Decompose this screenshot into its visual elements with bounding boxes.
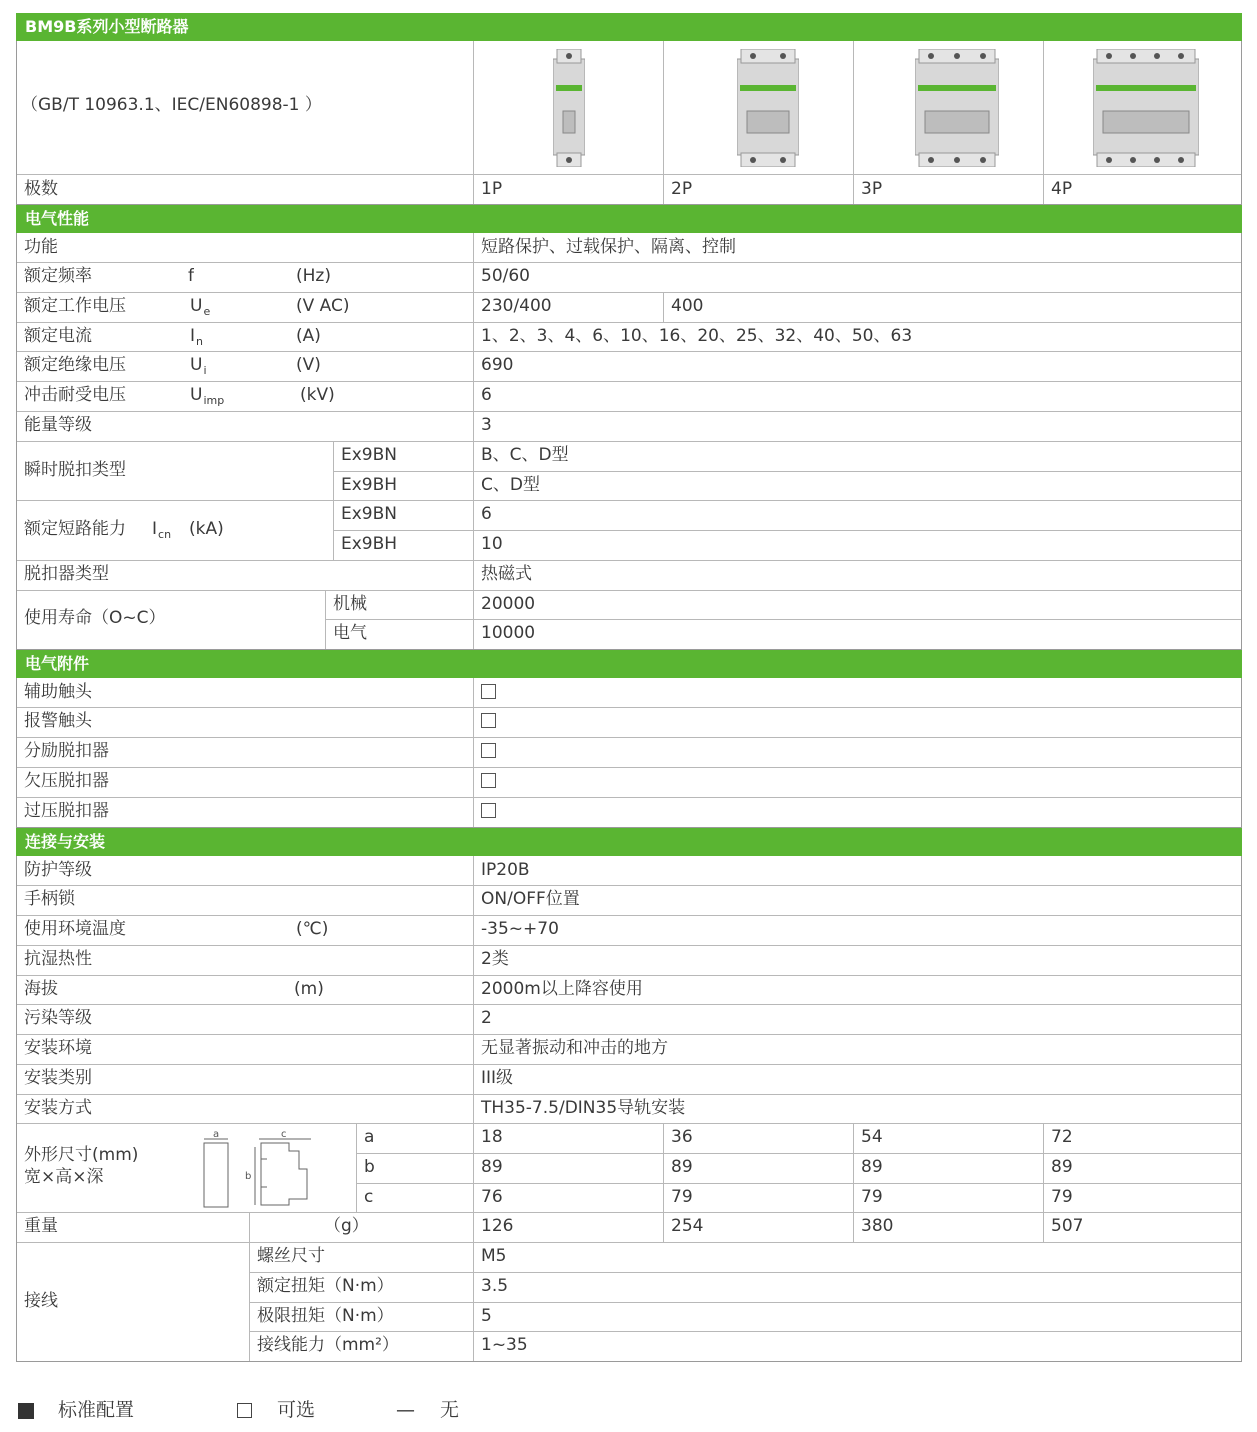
dim-value: 76 <box>481 1187 503 1207</box>
weight-value: 254 <box>671 1216 704 1236</box>
dim-value: 72 <box>1051 1127 1073 1147</box>
header-grid <box>16 41 1242 205</box>
current-symbol: $I_n$ <box>190 326 203 348</box>
breaking-value-1: 6 <box>481 504 492 524</box>
accessory-option <box>474 767 496 796</box>
trip-type-model-1: Ex9BN <box>341 445 397 465</box>
breaker-3p-image <box>915 49 999 167</box>
breaker-4p-image <box>1093 49 1199 167</box>
diagram-label-a: a <box>213 1129 220 1140</box>
weight-label: 重量 <box>24 1216 58 1236</box>
current-label: 额定电流 <box>24 326 92 346</box>
legend-none-symbol: — <box>396 1399 415 1421</box>
dim-value: 89 <box>861 1157 883 1177</box>
life-kind-1: 机械 <box>333 594 367 614</box>
accessory-option <box>474 797 496 826</box>
pole-4p: 4P <box>1051 179 1073 199</box>
lock-label: 手柄锁 <box>24 889 75 909</box>
dim-value: 79 <box>861 1187 883 1207</box>
dim-value: 89 <box>671 1157 693 1177</box>
breaking-model-1: Ex9BN <box>341 504 397 524</box>
pollution-value: 2 <box>481 1008 492 1028</box>
breaking-value-2: 10 <box>481 534 503 554</box>
voltage-symbol: $U_e$ <box>190 296 211 318</box>
dim-value: 79 <box>1051 1187 1073 1207</box>
voltage-unit: (V AC) <box>296 296 350 316</box>
method-value: TH35-7.5/DIN35导轨安装 <box>481 1098 686 1118</box>
wiring-row-label: 额定扭矩（N·m） <box>257 1276 394 1296</box>
temp-unit: (℃) <box>296 919 329 939</box>
wiring-row-value: 1~35 <box>481 1335 528 1355</box>
method-label: 安装方式 <box>24 1098 92 1118</box>
dim-value: 54 <box>861 1127 883 1147</box>
wiring-row-value: 3.5 <box>481 1276 509 1296</box>
life-value-1: 20000 <box>481 594 536 614</box>
function-value: 短路保护、过载保护、隔离、控制 <box>481 237 736 257</box>
diagram-label-c: c <box>281 1129 287 1140</box>
current-value: 1、2、3、4、6、10、16、20、25、32、40、50、63 <box>481 326 913 346</box>
lock-value: ON/OFF位置 <box>481 889 580 909</box>
current-unit: (A) <box>296 326 321 346</box>
accessory-option <box>474 737 496 766</box>
insulation-unit: (V) <box>296 355 321 375</box>
table-title: BM9B系列小型断路器 <box>16 13 1242 41</box>
environment-label: 安装环境 <box>24 1038 92 1058</box>
frequency-symbol: f <box>188 266 194 286</box>
trip-type-value-1: B、C、D型 <box>481 445 569 465</box>
accessory-label: 报警触头 <box>24 711 92 731</box>
trip-type-value-2: C、D型 <box>481 475 540 495</box>
section-electrical: 电气性能 <box>16 205 1242 233</box>
weight-value: 126 <box>481 1216 514 1236</box>
humidity-label: 抗湿热性 <box>24 949 92 969</box>
wiring-row-value: 5 <box>481 1306 492 1326</box>
optional-checkbox-icon <box>481 713 496 728</box>
altitude-unit: (m) <box>294 979 324 999</box>
optional-checkbox-icon <box>481 684 496 699</box>
legend-standard: 标准配置 <box>58 1399 135 1421</box>
breaker-2p-image <box>737 49 799 167</box>
legend-none: 无 <box>440 1399 460 1421</box>
dimensions-label: 外形尺寸(mm) <box>24 1145 139 1165</box>
section-accessories: 电气附件 <box>16 650 1242 678</box>
standard-square-icon <box>18 1403 34 1419</box>
weight-value: 380 <box>861 1216 894 1236</box>
standard-text: （GB/T 10963.1、IEC/EN60898-1 ） <box>21 95 322 115</box>
temp-label: 使用环境温度 <box>24 919 126 939</box>
dim-value: 18 <box>481 1127 503 1147</box>
accessory-label: 欠压脱扣器 <box>24 771 109 791</box>
wiring-row-label: 接线能力（mm²） <box>257 1335 399 1355</box>
category-label: 安装类别 <box>24 1068 92 1088</box>
impulse-label: 冲击耐受电压 <box>24 385 126 405</box>
dim-value: 36 <box>671 1127 693 1147</box>
wiring-label: 接线 <box>24 1291 58 1311</box>
pole-2p: 2P <box>671 179 693 199</box>
altitude-label: 海拔 <box>24 979 58 999</box>
impulse-symbol: $U_{imp}$ <box>190 385 225 407</box>
insulation-label: 额定绝缘电压 <box>24 355 126 375</box>
voltage-label: 额定工作电压 <box>24 296 126 316</box>
impulse-unit: (kV) <box>300 385 335 405</box>
trip-type-model-2: Ex9BH <box>341 475 398 495</box>
pole-3p: 3P <box>861 179 883 199</box>
insulation-value: 690 <box>481 355 514 375</box>
voltage-value-1: 230/400 <box>481 296 552 316</box>
frequency-label: 额定频率 <box>24 266 92 286</box>
frequency-value: 50/60 <box>481 266 530 286</box>
breaking-label: 额定短路能力 $I_{cn}$ (kA) <box>24 519 224 541</box>
dim-value: 79 <box>671 1187 693 1207</box>
wiring-row-value: M5 <box>481 1246 507 1266</box>
legend-optional: 可选 <box>277 1399 316 1421</box>
dim-value: 89 <box>1051 1157 1073 1177</box>
energy-label: 能量等级 <box>24 415 92 435</box>
optional-checkbox-icon <box>481 773 496 788</box>
dim-value: 89 <box>481 1157 503 1177</box>
breaker-1p-image <box>553 49 585 167</box>
life-kind-2: 电气 <box>333 623 367 643</box>
dimension-diagram <box>201 1129 323 1209</box>
poles-label: 极数 <box>24 179 58 199</box>
protection-label: 防护等级 <box>24 860 92 880</box>
altitude-value: 2000m以上降容使用 <box>481 979 643 999</box>
impulse-value: 6 <box>481 385 492 405</box>
optional-square-icon <box>237 1403 252 1418</box>
frequency-unit: (Hz) <box>296 266 331 286</box>
accessory-option <box>474 678 496 707</box>
function-label: 功能 <box>24 237 58 257</box>
environment-value: 无显著振动和冲击的地方 <box>481 1038 668 1058</box>
weight-unit: （g） <box>324 1216 369 1236</box>
humidity-value: 2类 <box>481 949 509 969</box>
wiring-row-label: 螺丝尺寸 <box>257 1246 325 1266</box>
dim-key: b <box>364 1157 375 1177</box>
release-label: 脱扣器类型 <box>24 564 109 584</box>
optional-checkbox-icon <box>481 743 496 758</box>
voltage-value-2: 400 <box>671 296 704 316</box>
dim-key: c <box>364 1187 374 1207</box>
accessory-label: 分励脱扣器 <box>24 741 109 761</box>
pole-1p: 1P <box>481 179 503 199</box>
release-value: 热磁式 <box>481 564 532 584</box>
dimensions-sublabel: 宽×高×深 <box>24 1167 104 1187</box>
diagram-label-b: b <box>245 1171 252 1182</box>
accessory-option <box>474 707 496 736</box>
pollution-label: 污染等级 <box>24 1008 92 1028</box>
optional-checkbox-icon <box>481 803 496 818</box>
energy-value: 3 <box>481 415 492 435</box>
protection-value: IP20B <box>481 860 530 880</box>
trip-type-label: 瞬时脱扣类型 <box>24 460 126 480</box>
temp-value: -35~+70 <box>481 919 559 939</box>
connection-grid <box>16 856 1242 1362</box>
insulation-symbol: $U_i$ <box>190 355 207 377</box>
wiring-row-label: 极限扭矩（N·m） <box>257 1306 394 1326</box>
category-value: III级 <box>481 1068 514 1088</box>
weight-value: 507 <box>1051 1216 1084 1236</box>
life-value-2: 10000 <box>481 623 536 643</box>
life-label: 使用寿命（O~C） <box>24 608 166 628</box>
accessory-label: 过压脱扣器 <box>24 801 109 821</box>
electrical-grid <box>16 233 1242 650</box>
accessories-grid <box>16 678 1242 828</box>
section-connection: 连接与安装 <box>16 828 1242 856</box>
dim-key: a <box>364 1127 375 1147</box>
breaking-model-2: Ex9BH <box>341 534 398 554</box>
accessory-label: 辅助触头 <box>24 682 92 702</box>
